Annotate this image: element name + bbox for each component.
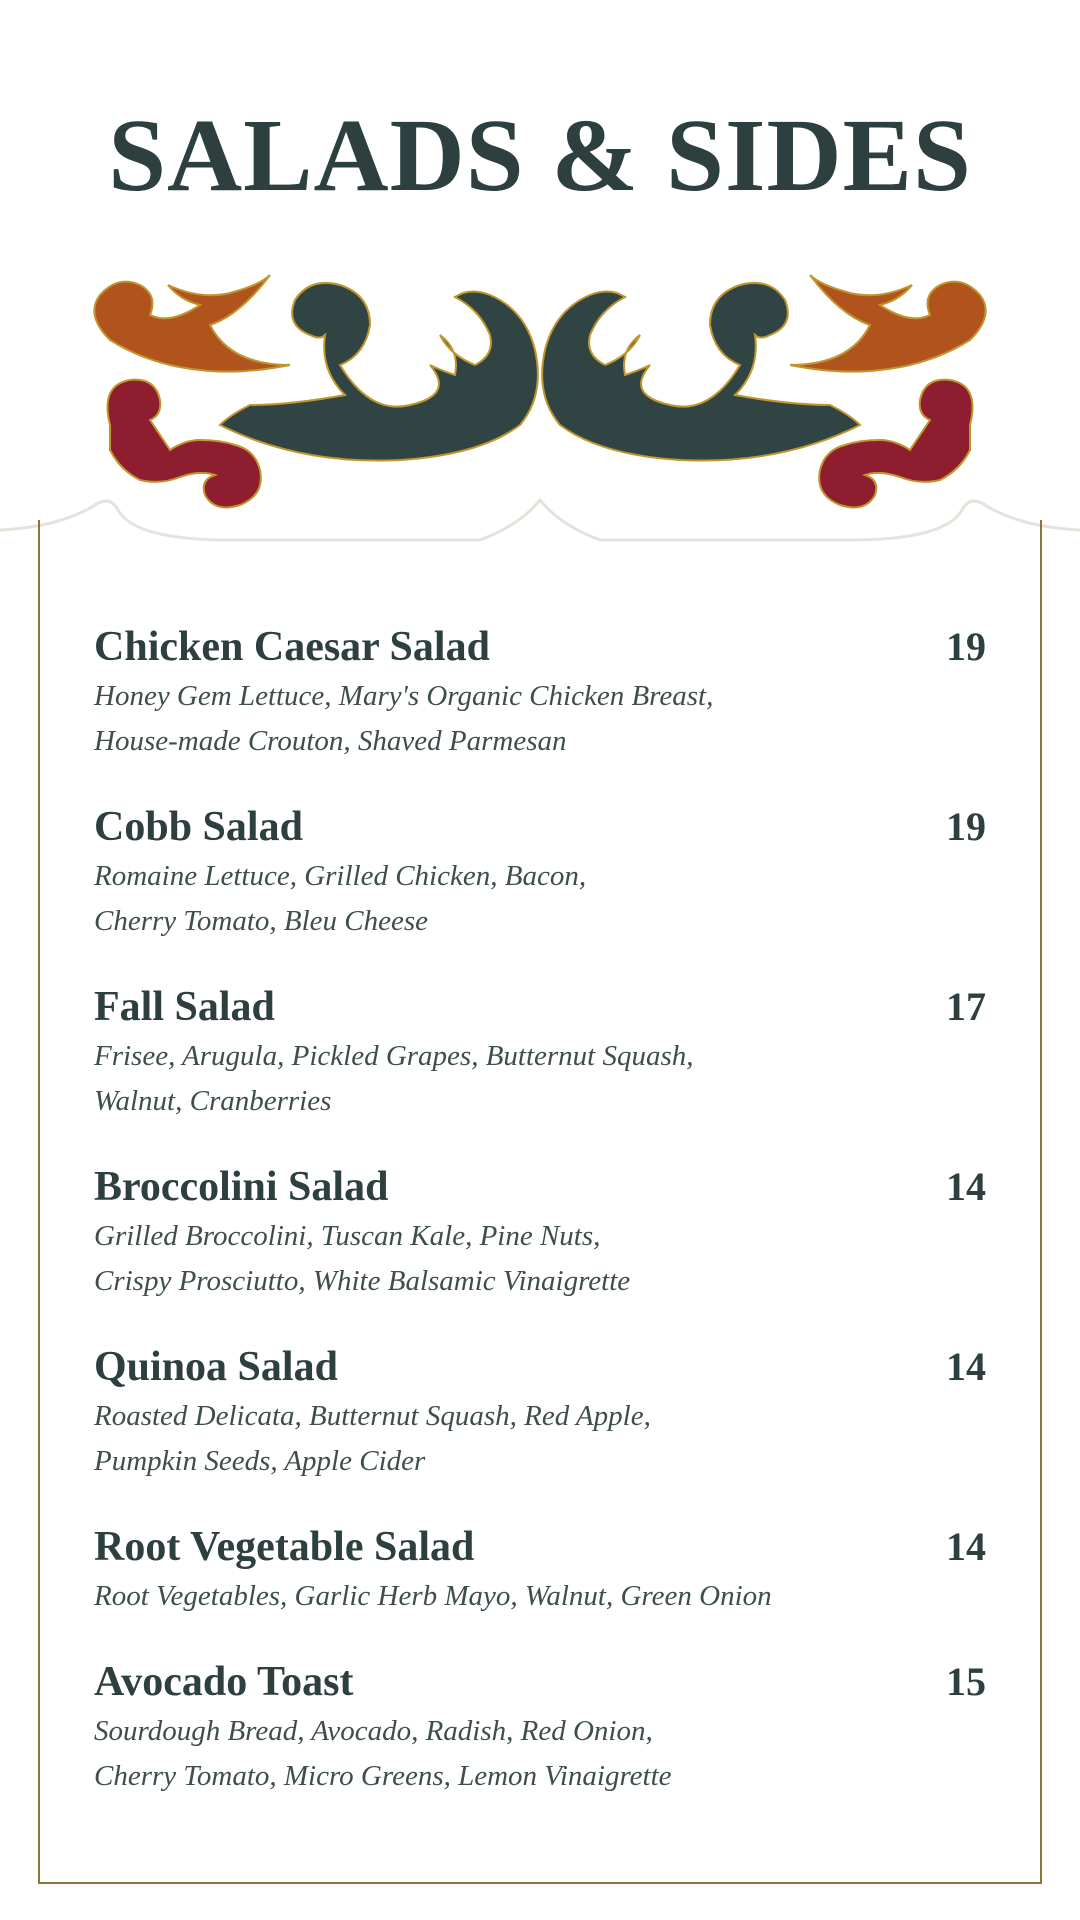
item-description: Frisee, Arugula, Pickled Grapes, Butternut Squash, Walnut, Cranberries xyxy=(94,1040,694,1117)
item-description: Roasted Delicata, Butternut Squash, Red Apple, Pumpkin Seeds, Apple Cider xyxy=(94,1400,651,1477)
item-price: 19 xyxy=(946,624,986,669)
item-description: Sourdough Bread, Avocado, Radish, Red Onion, Cherry Tomato, Micro Greens, Lemon Vinaigrette xyxy=(94,1715,672,1792)
page-title: SALADS & SIDES xyxy=(108,98,972,213)
item-name: Avocado Toast xyxy=(94,1659,354,1705)
item-description: Honey Gem Lettuce, Mary's Organic Chicken Breast, House-made Crouton, Shaved Parmesan xyxy=(94,680,714,757)
menu-item xyxy=(94,800,990,980)
item-price: 14 xyxy=(946,1344,986,1389)
item-name: Fall Salad xyxy=(94,984,275,1030)
item-price: 19 xyxy=(946,804,986,849)
scroll-flourish-icon xyxy=(0,255,1080,555)
menu-item xyxy=(94,1655,990,1835)
item-name: Broccolini Salad xyxy=(94,1164,389,1210)
menu-item xyxy=(94,1340,990,1520)
menu-item xyxy=(94,980,990,1160)
item-name: Chicken Caesar Salad xyxy=(94,624,490,670)
menu-item xyxy=(94,1160,990,1340)
item-name: Root Vegetable Salad xyxy=(94,1524,475,1570)
menu-list xyxy=(94,620,990,1835)
item-price: 14 xyxy=(946,1164,986,1209)
item-description: Romaine Lettuce, Grilled Chicken, Bacon, Cherry Tomato, Bleu Cheese xyxy=(94,860,587,937)
item-price: 17 xyxy=(946,984,986,1029)
item-price: 15 xyxy=(946,1659,986,1704)
item-name: Quinoa Salad xyxy=(94,1344,338,1390)
menu-item xyxy=(94,1520,990,1655)
item-name: Cobb Salad xyxy=(94,804,303,850)
item-description: Grilled Broccolini, Tuscan Kale, Pine Nuts, Crispy Prosciutto, White Balsamic Vinaigrette xyxy=(94,1220,631,1297)
item-description: Root Vegetables, Garlic Herb Mayo, Walnut, Green Onion xyxy=(94,1580,772,1612)
menu-item xyxy=(94,620,990,800)
item-price: 14 xyxy=(946,1524,986,1569)
